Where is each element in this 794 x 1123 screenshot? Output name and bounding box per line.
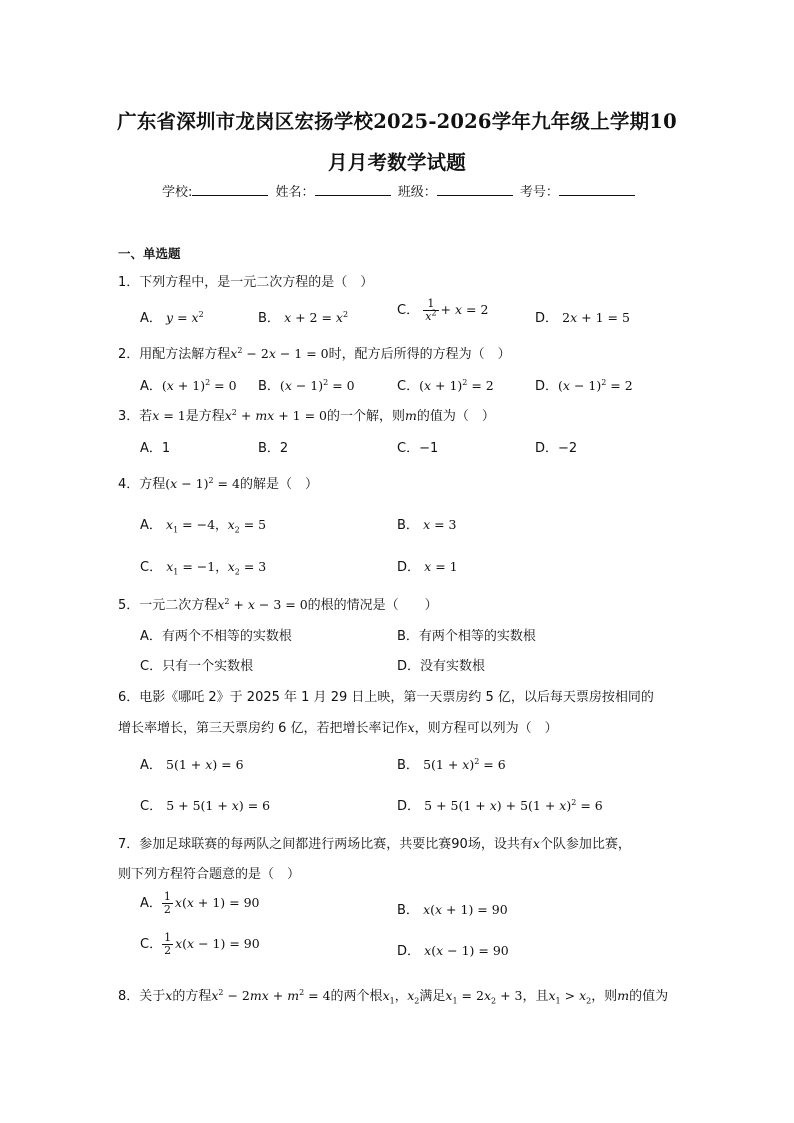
question-6-option-c[interactable]: C． 5 + 5(1 + x) = 6 [140,798,271,814]
question-2-option-a[interactable]: A．$(x + 1)^2 = 0$ [140,377,237,394]
question-3-option-d[interactable]: D．−2 [535,441,578,456]
school-label: 学校: [162,185,193,200]
question-6-option-d[interactable]: D． $5 + 5(1 + x) + 5(1 + x)^2 = 6$ [397,797,603,814]
question-1-stem: 1．下列方程中，是一元二次方程的是（ ） [118,275,374,290]
question-7-option-a[interactable]: A． $\frac{1}{2}$ x(x + 1) = 90 [140,890,260,916]
question-1-option-d[interactable]: D． 2x + 1 = 5 [535,310,630,326]
exam-title-line-2: 月月考数学试题 [328,151,466,174]
question-8-stem: 8．关于x的方程$x^2 - 2mx + m^2 = 4$的两个根$x_1$，$x_2$满足$x_1 = 2x_2 + 3$，且$x_1 > x_2$，则m的值为 [118,987,669,1006]
question-6-stem-line-1: 6．电影《哪吒 2》于 2025 年 1 月 29 日上映，第一天票房约 5 亿，以后每天票房按相同的 [118,690,654,705]
question-3-option-b[interactable]: B．2 [258,441,289,456]
name-blank[interactable] [315,184,391,196]
question-5-option-a[interactable]: A．有两个不相等的实数根 [140,629,292,644]
question-4-stem: 4．方程$(x - 1)^2 = 4$的解是（ ） [118,475,318,492]
exam-number-label: 考号： [519,185,559,200]
question-1-option-b[interactable]: B． $x + 2 = x^2$ [258,309,349,326]
question-7-stem-line-1: 7．参加足球联赛的每两队之间都进行两场比赛，共要比赛90场，设共有x个队参加比赛， [118,836,631,852]
section-heading: 一、单选题 [118,246,181,261]
question-3-option-c[interactable]: C．−1 [397,441,439,456]
question-2-option-c[interactable]: C．$(x + 1)^2 = 2$ [397,377,494,394]
question-4-option-a[interactable]: A． $x_1 = -4$，$x_2 = 5$ [140,517,267,535]
student-info-row [162,181,638,200]
question-7-option-b[interactable]: B． x(x + 1) = 90 [397,902,508,918]
question-4-option-c[interactable]: C． $x_1 = -1$，$x_2 = 3$ [140,559,267,577]
school-blank[interactable] [192,184,268,196]
question-1-option-a[interactable]: A． $y = x^2$ [140,309,204,326]
question-5-option-c[interactable]: C．只有一个实数根 [140,659,254,674]
question-1-option-c[interactable]: C． $\frac{1}{x^2}$ + x = 2 [397,297,489,323]
question-4-option-d[interactable]: D． x = 1 [397,559,458,575]
question-5-option-d[interactable]: D．没有实数根 [397,659,486,674]
class-label: 班级： [397,185,437,200]
class-blank[interactable] [437,184,513,196]
question-7-stem-line-2: 则下列方程符合题意的是（ ） [118,867,301,882]
question-4-option-b[interactable]: B． x = 3 [397,517,457,533]
question-2-option-d[interactable]: D．$(x - 1)^2 = 2$ [535,377,633,394]
question-3-stem: 3．若x = 1是方程$x^2$ + mx + 1 = 0的一个解，则m的值为（ ） [118,407,495,424]
question-2-option-b[interactable]: B．$(x - 1)^2 = 0$ [258,377,355,394]
exam-title-line-1: 广东省深圳市龙岗区宏扬学校2025-2026学年九年级上学期10 [117,110,677,133]
question-3-option-a[interactable]: A．1 [140,441,171,456]
question-5-option-b[interactable]: B．有两个相等的实数根 [397,629,536,644]
question-6-option-a[interactable]: A． 5(1 + x) = 6 [140,757,244,773]
question-7-option-c[interactable]: C． $\frac{1}{2}$ x(x − 1) = 90 [140,931,260,957]
question-7-option-d[interactable]: D． x(x − 1) = 90 [397,943,509,959]
question-6-stem-line-2: 增长率增长，第三天票房约 6 亿，若把增长率记作x，则方程可以列为（ ） [118,720,558,736]
question-6-option-b[interactable]: B． $5(1 + x)^2 = 6$ [397,756,506,773]
question-2-stem: 2．用配方法解方程$x^2 - 2x - 1 = 0$时，配方后所得的方程为（ ） [118,345,511,362]
name-label: 姓名： [275,185,315,200]
question-5-stem: 5．一元二次方程$x^2 + x - 3 = 0$的根的情况是（ ） [118,596,438,613]
exam-number-blank[interactable] [559,184,635,196]
